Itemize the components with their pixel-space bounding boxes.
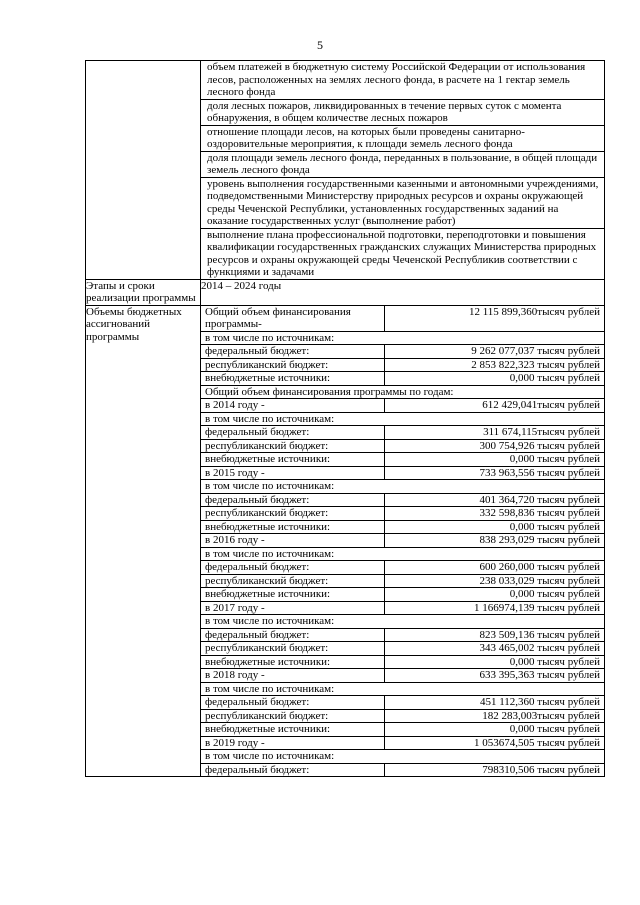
year-federal-label: федеральный бюджет: bbox=[201, 763, 385, 776]
year-sources-row bbox=[201, 480, 604, 494]
year-row bbox=[201, 466, 604, 480]
offbudget-value: 0,000 тысяч рублей bbox=[385, 372, 605, 386]
indicator-item: доля площади земель лесного фонда, переданных в пользование, в общей площади земель лесного фонда bbox=[201, 152, 604, 178]
year-federal-value: 823 509,136 тысяч рублей bbox=[385, 628, 605, 642]
year-offbudget-row bbox=[201, 588, 604, 602]
financing-table bbox=[201, 306, 604, 777]
year-label: в 2018 году - bbox=[201, 669, 385, 683]
year-total: 612 429,041тысяч рублей bbox=[385, 399, 605, 413]
year-federal-value: 401 364,720 тысяч рублей bbox=[385, 493, 605, 507]
year-republic-value: 300 754,926 тысяч рублей bbox=[385, 439, 605, 453]
fin-row-republic bbox=[201, 358, 604, 372]
federal-value: 9 262 077,037 тысяч рублей bbox=[385, 345, 605, 359]
year-federal-value: 311 674,115тысяч рублей bbox=[385, 426, 605, 440]
year-republic-label: республиканский бюджет: bbox=[201, 709, 385, 723]
year-offbudget-value: 0,000 тысяч рублей bbox=[385, 453, 605, 467]
year-offbudget-row bbox=[201, 655, 604, 669]
year-federal-value: 451 112,360 тысяч рублей bbox=[385, 696, 605, 710]
year-federal-row bbox=[201, 493, 604, 507]
year-federal-label: федеральный бюджет: bbox=[201, 426, 385, 440]
year-offbudget-row bbox=[201, 453, 604, 467]
year-offbudget-value: 0,000 тысяч рублей bbox=[385, 520, 605, 534]
indicators-label-cell bbox=[86, 61, 201, 280]
year-federal-row bbox=[201, 628, 604, 642]
passport-table bbox=[85, 60, 605, 777]
year-republic-value: 343 465,002 тысяч рублей bbox=[385, 642, 605, 656]
year-federal-row bbox=[201, 696, 604, 710]
indicator-item: объем платежей в бюджетную систему Российской Федерации от использования лесов, расположенных на землях лесного фонда, в расчете на 1 гектар земель лесного фонда bbox=[201, 61, 604, 100]
budget-cell bbox=[201, 305, 605, 777]
year-federal-label: федеральный бюджет: bbox=[201, 493, 385, 507]
year-federal-value: 798310,506 тысяч рублей bbox=[385, 763, 605, 776]
indicator-item: выполнение плана профессиональной подготовки, переподготовки и повышения квалификации государственных гражданских служащих Министерства природных ресурсов и охраны окружающей среды Чеченской Республикив соответствии с функциями и задачами bbox=[207, 228, 597, 278]
year-republic-row bbox=[201, 709, 604, 723]
year-republic-row bbox=[201, 439, 604, 453]
stages-value: 2014 – 2024 годы bbox=[201, 279, 605, 305]
year-offbudget-label: внебюджетные источники: bbox=[201, 655, 385, 669]
year-sources-row bbox=[201, 412, 604, 426]
by-years-label: Общий объем финансирования программы по годам: bbox=[201, 385, 604, 399]
page-number: 5 bbox=[317, 38, 323, 52]
year-offbudget-row bbox=[201, 723, 604, 737]
year-republic-label: республиканский бюджет: bbox=[201, 439, 385, 453]
year-sources-row bbox=[201, 547, 604, 561]
year-sources-row bbox=[201, 750, 604, 764]
year-label: в 2017 году - bbox=[201, 601, 385, 615]
year-offbudget-label: внебюджетные источники: bbox=[201, 453, 385, 467]
year-row bbox=[201, 601, 604, 615]
year-offbudget-label: внебюджетные источники: bbox=[201, 723, 385, 737]
year-federal-label: федеральный бюджет: bbox=[201, 561, 385, 575]
budget-label: Объемы бюджетных ассигнований программы bbox=[86, 305, 201, 777]
year-label: в 2019 году - bbox=[201, 736, 385, 750]
year-republic-label: республиканский бюджет: bbox=[201, 642, 385, 656]
indicator-item: доля лесных пожаров, ликвидированных в течение первых суток с момента обнаружения, в общем количестве лесных пожаров bbox=[201, 100, 604, 126]
total-label: Общий объем финансирования программы- bbox=[201, 306, 385, 332]
year-sources-label: в том числе по источникам: bbox=[201, 682, 604, 696]
indicator-item: уровень выполнения государственными казенными и автономными учреждениями, подведомственными Министерству природных ресурсов и охраны окружающей среды Чеченской Республики, установленных государственных заданий на оказание государственных услуг (выполнение работ) bbox=[201, 178, 604, 229]
sources-label: в том числе по источникам: bbox=[201, 331, 604, 345]
year-sources-row bbox=[201, 615, 604, 629]
year-label: в 2014 году - bbox=[201, 399, 385, 413]
year-federal-label: федеральный бюджет: bbox=[201, 628, 385, 642]
total-value: 12 115 899,360тысяч рублей bbox=[385, 306, 605, 332]
indicators-row bbox=[86, 61, 605, 280]
year-offbudget-value: 0,000 тысяч рублей bbox=[385, 655, 605, 669]
indicators-cell bbox=[201, 61, 605, 280]
fin-row-offbudget bbox=[201, 372, 604, 386]
year-sources-label: в том числе по источникам: bbox=[201, 750, 604, 764]
year-republic-row bbox=[201, 642, 604, 656]
year-offbudget-value: 0,000 тысяч рублей bbox=[385, 588, 605, 602]
year-label: в 2016 году - bbox=[201, 534, 385, 548]
fin-row-by-years bbox=[201, 385, 604, 399]
year-republic-label: республиканский бюджет: bbox=[201, 507, 385, 521]
year-offbudget-label: внебюджетные источники: bbox=[201, 588, 385, 602]
year-republic-value: 238 033,029 тысяч рублей bbox=[385, 574, 605, 588]
fin-row-sources bbox=[201, 331, 604, 345]
year-row bbox=[201, 399, 604, 413]
fin-row-total bbox=[201, 306, 604, 332]
stages-row bbox=[86, 279, 605, 305]
year-row bbox=[201, 736, 604, 750]
year-sources-row bbox=[201, 682, 604, 696]
year-total: 838 293,029 тысяч рублей bbox=[385, 534, 605, 548]
year-sources-label: в том числе по источникам: bbox=[201, 615, 604, 629]
year-row bbox=[201, 534, 604, 548]
federal-label: федеральный бюджет: bbox=[201, 345, 385, 359]
year-federal-row bbox=[201, 763, 604, 776]
year-offbudget-row bbox=[201, 520, 604, 534]
fin-row-federal bbox=[201, 345, 604, 359]
year-label: в 2015 году - bbox=[201, 466, 385, 480]
budget-row bbox=[86, 305, 605, 777]
year-federal-row bbox=[201, 426, 604, 440]
republic-value: 2 853 822,323 тысяч рублей bbox=[385, 358, 605, 372]
year-federal-value: 600 260,000 тысяч рублей bbox=[385, 561, 605, 575]
year-republic-value: 182 283,003тысяч рублей bbox=[385, 709, 605, 723]
year-sources-label: в том числе по источникам: bbox=[201, 547, 604, 561]
year-sources-label: в том числе по источникам: bbox=[201, 412, 604, 426]
year-republic-label: республиканский бюджет: bbox=[201, 574, 385, 588]
offbudget-label: внебюджетные источники: bbox=[201, 372, 385, 386]
year-total: 633 395,363 тысяч рублей bbox=[385, 669, 605, 683]
year-offbudget-label: внебюджетные источники: bbox=[201, 520, 385, 534]
year-total: 1 166974,139 тысяч рублей bbox=[385, 601, 605, 615]
year-republic-row bbox=[201, 574, 604, 588]
year-row bbox=[201, 669, 604, 683]
year-sources-label: в том числе по источникам: bbox=[201, 480, 604, 494]
stages-label: Этапы и сроки реализации программы bbox=[86, 279, 201, 305]
year-total: 1 053674,505 тысяч рублей bbox=[385, 736, 605, 750]
year-republic-value: 332 598,836 тысяч рублей bbox=[385, 507, 605, 521]
year-republic-row bbox=[201, 507, 604, 521]
year-offbudget-value: 0,000 тысяч рублей bbox=[385, 723, 605, 737]
year-total: 733 963,556 тысяч рублей bbox=[385, 466, 605, 480]
year-federal-label: федеральный бюджет: bbox=[201, 696, 385, 710]
republic-label: республиканский бюджет: bbox=[201, 358, 385, 372]
indicator-item: отношение площади лесов, на которых были проведены санитарно-оздоровительные мероприятия, к площади земель лесного фонда bbox=[201, 126, 604, 152]
year-federal-row bbox=[201, 561, 604, 575]
